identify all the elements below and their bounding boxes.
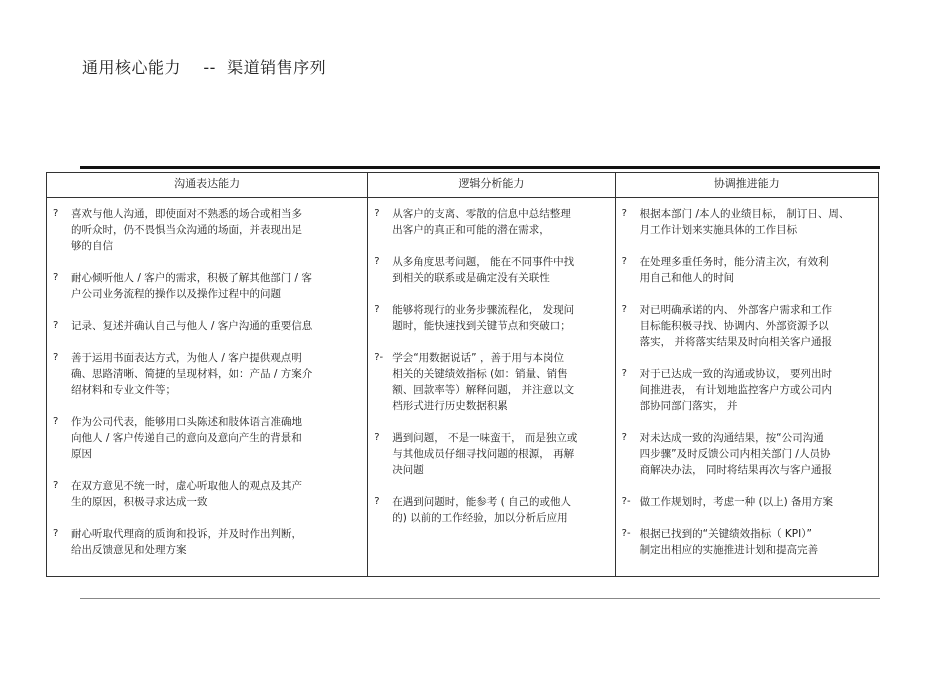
bullet-marker: ? (374, 256, 380, 267)
list-item (620, 254, 872, 286)
item-text: 在处理多重任务时，能分清主次，有效利 用自己和他人的时间 (639, 256, 829, 284)
bullet-marker: ? (621, 368, 627, 379)
list-item (51, 206, 361, 254)
column-header: 协调推进能力 (616, 173, 878, 198)
footer-rule (80, 598, 880, 599)
item-list (47, 198, 367, 558)
list-item (372, 206, 608, 238)
item-text: 能够将现行的业务步骤流程化， 发现问 题时，能快速找到关键节点和突破口； (392, 304, 575, 332)
column-header: 沟通表达能力 (47, 173, 367, 198)
bullet-marker: ? (374, 432, 380, 443)
item-text: 耐心听取代理商的质询和投诉，并及时作出判断， 给出反馈意见和处理方案 (71, 528, 302, 556)
bullet-marker: ? (53, 416, 59, 427)
list-item (51, 414, 361, 462)
list-item (620, 526, 872, 558)
item-text: 对已明确承诺的内、 外部客户需求和工作 目标能积极寻找、协调内、外部资源予以 落实， 并将落实结果及时向相关客户通报 (639, 304, 832, 348)
item-text: 记录、复述并确认自己与他人 / 客户沟通的重要信息 (71, 320, 313, 332)
bullet-marker: ?- (621, 528, 631, 539)
column-header: 逻辑分析能力 (368, 173, 614, 198)
list-item (372, 254, 608, 286)
list-item (620, 366, 872, 414)
item-text: 在遇到问题时，能参考 ( 自己的或他人 的) 以前的工作经验，加以分析后应用 (392, 496, 572, 524)
item-text: 根据本部门 /本人的业绩目标， 制订日、周、 月工作计划来实施具体的工作目标 (639, 208, 850, 236)
list-item (372, 494, 608, 526)
list-item (51, 318, 361, 334)
bullet-marker: ? (53, 528, 59, 539)
list-item (372, 302, 608, 334)
bullet-marker: ? (53, 480, 59, 491)
item-text: 从多角度思考问题， 能在不同事件中找 到相关的联系或是确定没有关联性 (392, 256, 575, 284)
item-text: 对未达成一致的沟通结果，按“公司沟通 四步骤”及时反馈公司内相关部门 /人员协 商解决办法， 同时将结果再次与客户通报 (639, 432, 832, 476)
list-item (372, 350, 608, 414)
item-text: 遇到问题， 不是一味蛮干， 而是独立或 与其他成员仔细寻找问题的根源， 再解 决问题 (392, 432, 578, 476)
item-text: 耐心倾听他人 / 客户的需求，积极了解其他部门 / 客 户公司业务流程的操作以及操作过程中的问题 (71, 272, 312, 300)
list-item (51, 526, 361, 558)
bullet-marker: ? (621, 304, 627, 315)
competency-table (46, 172, 879, 577)
list-item (620, 206, 872, 238)
item-text: 对于已达成一致的沟通或协议， 要列出时 间推进表， 有计划地监控客户方或公司内 部协同部门落实， 并 (639, 368, 832, 412)
list-item (620, 302, 872, 350)
item-text: 作为公司代表，能够用口头陈述和肢体语言准确地 向他人 / 客户传递自己的意向及意向产生的背景和 原因 (71, 416, 302, 460)
list-item (51, 350, 361, 398)
bullet-marker: ? (53, 208, 59, 219)
bullet-marker: ? (621, 208, 627, 219)
bullet-marker: ? (53, 272, 59, 283)
header-rule (80, 166, 880, 169)
item-text: 喜欢与他人沟通，即使面对不熟悉的场合或相当多 的听众时，仍不畏惧当众沟通的场面，并表现出足 够的自信 (71, 208, 302, 252)
list-item (620, 494, 872, 510)
list-item (372, 430, 608, 478)
bullet-marker: ? (374, 208, 380, 219)
column-coordination (616, 173, 878, 576)
item-list (616, 198, 878, 558)
bullet-marker: ? (621, 256, 627, 267)
bullet-marker: ? (374, 304, 380, 315)
bullet-marker: ?- (621, 496, 631, 507)
bullet-marker: ?- (374, 352, 384, 363)
item-text: 善于运用书面表达方式，为他人 / 客户提供观点明 确、思路清晰、简捷的呈现材料，如：产品 / 方案介 绍材料和专业文件等； (71, 352, 313, 396)
page-title: 通用核心能力 -- 渠道销售序列 (82, 58, 327, 77)
bullet-marker: ? (621, 432, 627, 443)
list-item (51, 478, 361, 510)
column-communication (47, 173, 368, 576)
list-item (620, 430, 872, 478)
item-text: 从客户的支离、零散的信息中总结整理 出客户的真正和可能的潜在需求， (392, 208, 571, 236)
column-logic (368, 173, 615, 576)
bullet-marker: ? (53, 352, 59, 363)
item-text: 学会“用数据说话” ，善于用与本岗位 相关的关键绩效指标 (如：销量、销售 额、回款率等）解释问题， 并注意以文 档形式进行历史数据积累 (392, 352, 575, 412)
item-text: 在双方意见不统一时，虚心听取他人的观点及其产 生的原因，积极寻求达成一致 (71, 480, 302, 508)
bullet-marker: ? (374, 496, 380, 507)
item-text: 根据已找到的“关键绩效指标（ KPI）” 制定出相应的实施推进计划和提高完善 (639, 528, 819, 556)
item-list (368, 198, 614, 526)
item-text: 做工作规划时，考虑一种 (以上) 备用方案 (639, 496, 834, 508)
list-item (51, 270, 361, 302)
bullet-marker: ? (53, 320, 59, 331)
